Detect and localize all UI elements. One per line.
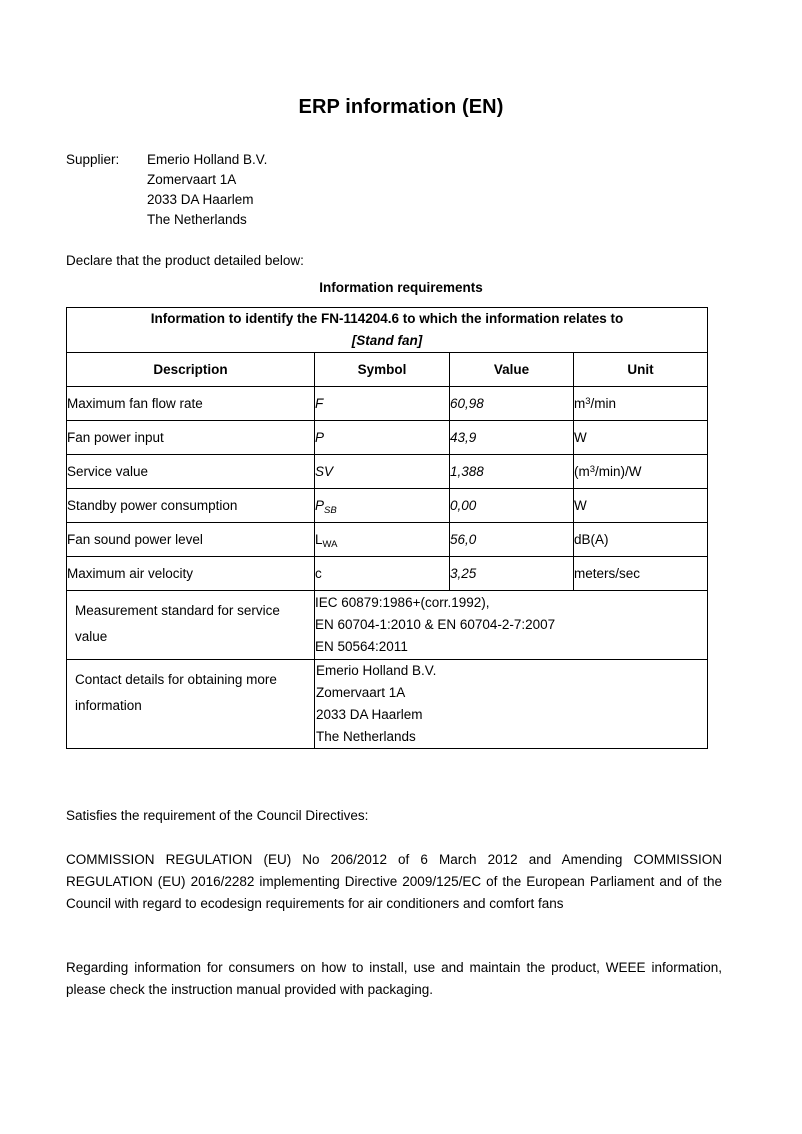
column-header-symbol: Symbol [315, 353, 450, 387]
row-unit [574, 421, 708, 455]
unit-base: meters/sec [574, 566, 641, 581]
contact-details-line: Zomervaart 1A [316, 685, 406, 700]
column-header-unit: Unit [574, 353, 708, 387]
contact-details-line: The Netherlands [316, 729, 416, 744]
supplier-address-line: Emerio Holland B.V. [147, 152, 268, 167]
row-symbol [315, 421, 450, 455]
row-description: Service value [67, 455, 315, 489]
unit-base: W [574, 498, 587, 513]
row-unit [574, 557, 708, 591]
contact-details-description-line2: information [75, 698, 142, 713]
symbol-subscript: SB [324, 505, 337, 516]
symbol-base: P [315, 498, 325, 513]
row-value: 0,00 [450, 489, 574, 523]
table-row [67, 455, 708, 489]
row-symbol [315, 455, 450, 489]
declare-statement: Declare that the product detailed below: [66, 253, 304, 268]
row-unit [574, 387, 708, 421]
contact-details-line: 2033 DA Haarlem [316, 707, 423, 722]
measurement-standard-values [315, 591, 708, 660]
unit-base: W [574, 430, 587, 445]
row-value: 60,98 [450, 387, 574, 421]
row-description: Maximum fan flow rate [67, 387, 315, 421]
row-description: Maximum air velocity [67, 557, 315, 591]
contact-details-line: Emerio Holland B.V. [316, 663, 437, 678]
unit-base: m [574, 396, 586, 411]
measurement-standard-row [67, 591, 708, 660]
symbol-base: L [315, 532, 323, 547]
page-title: ERP information (EN) [298, 96, 504, 118]
table-title-text: Information to identify the FN-114204.6 to which the information relates to [150, 311, 624, 326]
row-unit [574, 489, 708, 523]
supplier-address [147, 150, 267, 230]
unit-superscript: 3 [589, 464, 596, 475]
measurement-standard-description-line1: Measurement standard for service [75, 603, 280, 618]
symbol-base: c [315, 566, 322, 581]
measurement-standard-description [67, 591, 315, 660]
regarding-paragraph-text: Regarding information for consumers on how to install, use and maintain the product, WEEE information, please check the instruction manual provided with packaging. [66, 960, 722, 997]
row-value: 3,25 [450, 557, 574, 591]
information-requirements-heading: Information requirements [319, 280, 483, 295]
unit-base: dB(A) [574, 532, 609, 547]
contact-details-description [67, 660, 315, 749]
table-title-cell [67, 308, 708, 353]
unit-rest: /min [590, 396, 617, 411]
measurement-standard-line: EN 60704-1:2010 & EN 60704-2-7:2007 [315, 617, 556, 632]
symbol-base: F [315, 396, 324, 411]
symbol-base: SV [315, 464, 334, 479]
contact-details-row [67, 660, 708, 749]
model-descriptor: [Stand fan] [351, 333, 423, 348]
table-row [67, 421, 708, 455]
symbol-base: P [315, 430, 325, 445]
column-header-value: Value [450, 353, 574, 387]
row-description: Fan power input [67, 421, 315, 455]
row-symbol [315, 387, 450, 421]
contact-details-values [315, 660, 708, 749]
row-unit [574, 455, 708, 489]
unit-base: (m [574, 464, 590, 479]
unit-rest: /min)/W [595, 464, 642, 479]
supplier-address-line: 2033 DA Haarlem [147, 192, 254, 207]
supplier-address-line: The Netherlands [147, 212, 247, 227]
measurement-standard-line: EN 50564:2011 [315, 639, 408, 654]
regulation-paragraph-text: COMMISSION REGULATION (EU) No 206/2012 of 6 March 2012 and Amending COMMISSION REGULATION (EU) 2016/2282 implementing Directive 2009/125/EC of the European Parliament and of the Council with regard to ecodesign requirements for air conditioners and comfort fans [66, 852, 722, 911]
row-unit [574, 523, 708, 557]
supplier-block [66, 150, 267, 230]
row-value: 56,0 [450, 523, 574, 557]
row-symbol [315, 489, 450, 523]
row-value: 1,388 [450, 455, 574, 489]
symbol-subscript: WA [322, 539, 338, 550]
row-symbol [315, 557, 450, 591]
erp-information-table [66, 307, 708, 749]
measurement-standard-line: IEC 60879:1986+(corr.1992), [315, 595, 490, 610]
measurement-standard-description-line2: value [75, 629, 108, 644]
satisfies-statement: Satisfies the requirement of the Council Directives: [66, 808, 369, 823]
unit-superscript: 3 [585, 396, 591, 407]
column-header-description: Description [67, 353, 315, 387]
regulation-paragraph [66, 849, 722, 915]
table-row [67, 523, 708, 557]
table-header-row [67, 353, 708, 387]
contact-details-description-line1: Contact details for obtaining more [75, 672, 277, 687]
row-description: Fan sound power level [67, 523, 315, 557]
table-row [67, 387, 708, 421]
table-title-row [67, 308, 708, 353]
supplier-address-line: Zomervaart 1A [147, 172, 237, 187]
table-row [67, 489, 708, 523]
regarding-paragraph [66, 957, 722, 1001]
supplier-label: Supplier: [66, 152, 120, 167]
row-value: 43,9 [450, 421, 574, 455]
table-row [67, 557, 708, 591]
row-description: Standby power consumption [67, 489, 315, 523]
row-symbol [315, 523, 450, 557]
